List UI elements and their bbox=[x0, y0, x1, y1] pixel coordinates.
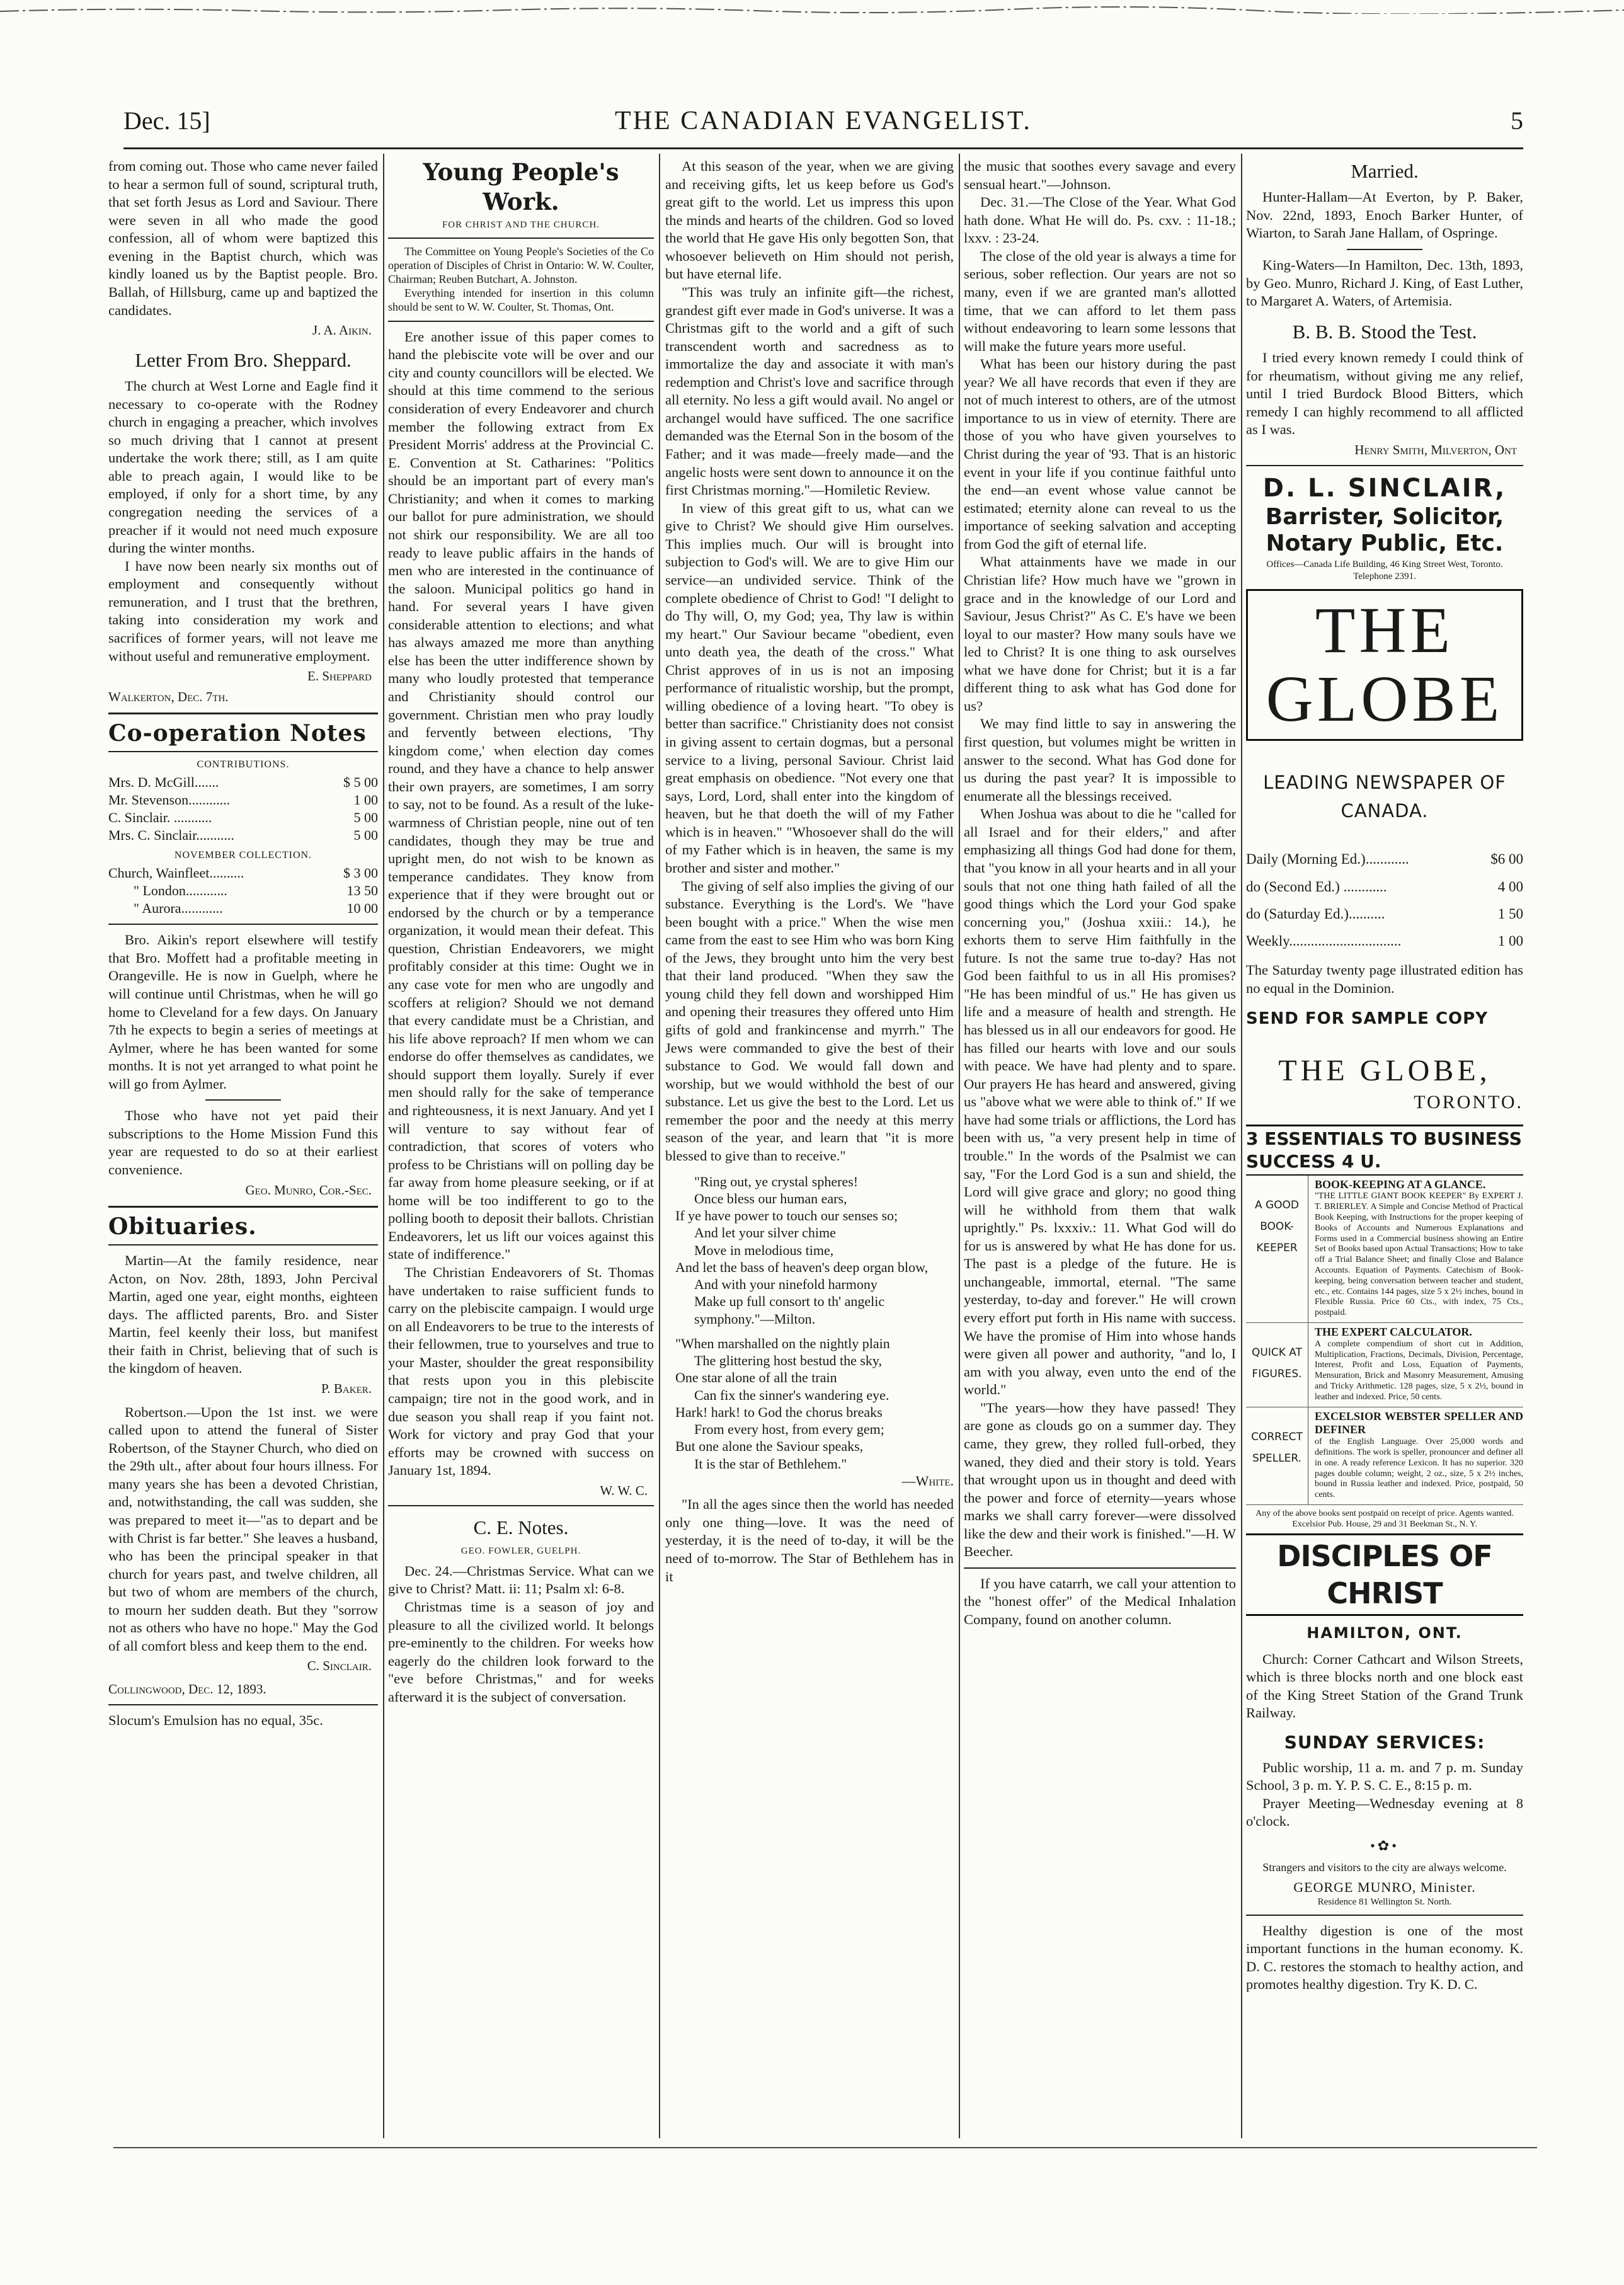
ornament: •✿• bbox=[1370, 1837, 1399, 1853]
notice-text: The Committee on Young People's Societies of the Co operation of Disciples of Christ in Ontario: W. W. Coulter, Chairman; Reuben Butchart, A. Johnston. bbox=[388, 245, 654, 285]
article-text: "This was truly an infinite gift—the richest, grandest gift ever made in God's universe. It was a Christmas gift to the world and a gift of such transcendent worth and sacredness as to immortalize the day and associate it with man's redemption and Christ's love and sacrifice through all eternity. No less a gift would avail. No angel or archangel would have sufficed. The one sacrifice demanded was the Eternal Son in the bosom of the Father; and it was made—freely made—and the angelic hosts were sent down to announce it on the first Christmas morning."—Homiletic Review. bbox=[665, 283, 954, 498]
book-ad: A GOOD BOOK-KEEPER BOOK-KEEPING AT A GLANCE. "THE LITTLE GIANT BOOK KEEPER" By EXPERT J. T. BRIERLEY. A Simple and Concise Method of Practical Book Keeping, with Instructions for the proper keeping of Books of Accounts and Numerous Explanations and Forms used in a Commercial business showing an Entire Set of Books based upon Actual Transactions; How to take off a Trial Balance Sheet; and finally Close and Balance Accounts. Equation of Payments. Catechism of Book-keeping, being conversation between teacher and student, etc., etc. Contains 144 pages, size 5 x 2½ inches, bound in Flexible Russia. Price 60 Cts., with index, 75 Cts., postpaid. bbox=[1246, 1176, 1523, 1323]
column-3 bbox=[665, 157, 954, 2142]
list-item: Mr. Stevenson............ 1 00 bbox=[108, 792, 378, 808]
list-item: Mrs. C. Sinclair........... 5 00 bbox=[108, 827, 378, 844]
section-heading: Married. bbox=[1351, 160, 1419, 182]
advertisement: Slocum's Emulsion has no equal, 35c. bbox=[108, 1712, 323, 1728]
divider bbox=[388, 321, 654, 322]
article-text: Ere another issue of this paper comes to hand the plebiscite vote will be over and our city and county councillors will be elected. We should at this time commend to the serious consideration of every Endeavorer and church member the following extract from Ex President Morris' address at the Provincial C. E. Convention at St. Catharines: "Politics should be an important part of every man's Christianity; and when it comes to marking our ballot for pure administration, we should not shirk our responsibility. We are all too ready to leave public affairs in the hands of men who are interested in the continuance of the saloon. Municipal politics go hand in hand. For several years I have given considerable attention to elections; and what has always amazed me more than anything else has been the utter indifference shown by many who loudly protested that temperance and Christianity should control our government. Christian men who pray loudly and fervently between elections, 'Thy kingdom come,' when election day comes round, and they have a chance to help answer their own prayers, are sometimes, I am sorry to say, not to be found. As a result of the luke-warmness of Christian people, nine out of ten candidates, though they may be true and upright men, do not wish to be known as temperance candidates. They know from experience that if they were brought out or endorsed by the church or by a temperance organization, it would mean their defeat. This question, Christian Endeavorers, we might profitably consider at this time: Ought we in any case vote for men who are ungodly and scoffers at religion? Should we not demand that every candidate must be a Christian, and his life above reproach? If men whom we can endorse do offer themselves as candidates, we should support them loyally. Surely if ever men should rally for the sake of temperance and righteousness, it is next January. And yet I will venture to say without fear of contradiction, that scores of voters who profess to be Christians will on polling day be far away from home pleasure seeking, or if at home will be too indifferent to go to the polling booth to deposit their ballots. Christian Endeavorers, let us lift our voices against this state of indifference." bbox=[388, 328, 654, 1263]
section-heading: Obituaries. bbox=[108, 1206, 378, 1242]
advertisement: The Saturday twenty page illustrated edition has no equal in the Dominion. bbox=[1246, 962, 1523, 996]
call-to-action: SEND FOR SAMPLE COPY bbox=[1246, 1009, 1489, 1029]
contributions-list bbox=[108, 774, 378, 844]
top-edge-decoration bbox=[0, 5, 1624, 14]
advertisement-heading: B. B. B. Stood the Test. bbox=[1292, 320, 1477, 343]
advertisement: Healthy digestion is one of the most important functions in the human economy. K. D. C. restores the stomach to healthy action, and promotes healthy digestion. Try K. D. C. bbox=[1246, 1922, 1523, 1993]
article-text: What attainments have we made in our Christian life? How much have we "grown in grace and in the knowledge of our Lord and Saviour, Jesus Christ?" As C. E's have we been loyal to our master? How many souls have we led to Christ? It is one thing to ask ourselves what we have done for Christ; but it is a far different thing to ask what has God done for us? bbox=[964, 554, 1236, 714]
article-text: What has been our history during the past year? We all have records that even if they are not of much interest to others, are of the utmost importance to us in view of eternity. There are those of you who have given yourselves to Christ during the year of '93. That is an historic event in your life if you continue faithful unto the end—an event whose value cannot be estimated; eternity alone can reveal to us the importance of seeking salvation and accepting from God the gift of eternal life. bbox=[964, 356, 1236, 552]
section-heading: Young People's Work. bbox=[423, 158, 619, 215]
list-item: " London............ 13 50 bbox=[134, 883, 378, 899]
advertisement: I tried every known remedy I could think of for rheumatism, without giving me any relief, until I tried Burdock Blood Bitters, which remedy I can highly recommend to all afflicted as I was. bbox=[1246, 350, 1523, 438]
list-item: " Aurora............ 10 00 bbox=[134, 900, 378, 917]
divider bbox=[108, 924, 378, 925]
article-text: Christmas time is a season of joy and pleasure to all the civilized world. It belongs pre-eminently to the children. For weeks how eagerly do the children look forward to the "eve before Christmas," and for weeks afterward it is the subject of conversation. bbox=[388, 1598, 654, 1705]
poem: "When marshalled on the nightly plain The glittering host bestud the sky, One star alone of all the train Can fix the sinner's wandering eye. Hark! hark! to God the chorus breaks From every host, from every gem; But one alone the Saviour speaks, It is the star of Bethlehem." —White. bbox=[675, 1335, 954, 1489]
divider bbox=[388, 1505, 654, 1506]
divider bbox=[205, 1099, 281, 1101]
advertiser-name: D. L. SINCLAIR, bbox=[1262, 473, 1507, 503]
header-rule bbox=[123, 147, 1523, 149]
article-text: Strangers and visitors to the city are always welcome. bbox=[1262, 1860, 1507, 1874]
signature: E. Sheppard bbox=[307, 668, 372, 684]
article-text: Bro. Aikin's report elsewhere will testify that Bro. Moffett had a profitable meeting in Orangeville. He is now in Guelph, where he will continue until Christmas, when he will go home to Cleveland for a few days. On January 7th he expects to begin a series of meetings at Aylmer, where he has been wanted for some months. It is not yet arranged to what point he will go from Aylmer. bbox=[108, 932, 378, 1092]
list-item: Daily (Morning Ed.)............ $6 00 bbox=[1246, 851, 1523, 868]
contributions-label: CONTRIBUTIONS. bbox=[197, 759, 290, 770]
article-text: "In all the ages since then the world has needed only one thing—love. It was the need of yesterday, it is the need of to-day, it will be the need of to-morrow. The Star of Bethlehem has in it bbox=[665, 1496, 954, 1584]
poem: "Ring out, ye crystal spheres! Once bless our human ears, If ye have power to touch our senses so; And let your silver chime Move in melodious time, And let the bass of heaven's deep organ blow, And with your ninefold harmony Make up full consort to th' angelic symphony."—Milton. bbox=[675, 1173, 929, 1327]
book-ad: QUICK AT FIGURES. THE EXPERT CALCULATOR. A complete compendium of short cut in Addition, Multiplication, Fractions, Decimals, Division, Percentage, Interest, Profit and Loss, Equation of Payments, Mensuration, Brick and Masonry Measurement, Amusing and Tricky Arithmetic. 128 pages, size, 5 x 2½, bound in leather and indexed. Price, 50 cents. bbox=[1246, 1323, 1523, 1407]
column-divider bbox=[1241, 154, 1242, 2138]
article-text: The close of the old year is always a time for serious, sober reflection. Our years are not so many, even if we are granted man's allotted time, that we can afford to let them pass without endeavoring to learn some lessons that will make the future years more useful. bbox=[964, 248, 1236, 354]
article-text: "The years—how they have passed! They are gone as clouds go on a summer day. They came, they grew, they rolled full-orbed, they waned, they died and their story is told. Years that wrought upon us in thought and deed with the power and force of eternity—years whose marks we shall carry forever—were dissolved like the dew and their work is finished."—H. W Beecher. bbox=[964, 1399, 1236, 1560]
newspaper-title: THE CANADIAN EVANGELIST. bbox=[615, 106, 1032, 135]
minister-name: GEORGE MUNRO, Minister. bbox=[1293, 1879, 1476, 1895]
article-text: Prayer Meeting—Wednesday evening at 8 o'clock. bbox=[1246, 1795, 1523, 1830]
column-divider bbox=[383, 154, 384, 2138]
signature: Henry Smith, Milverton, Ont bbox=[1354, 442, 1517, 457]
page-number: 5 bbox=[1511, 106, 1523, 135]
column-2 bbox=[388, 157, 654, 2142]
article-text: At this season of the year, when we are giving and receiving gifts, let us keep before us God's great gift to the world. Let us impress this upon the minds and hearts of the children. God so loved the world that He gave His only begotten Son, that whosoever believeth on Him should not perish, but have eternal life. bbox=[665, 158, 954, 282]
divider bbox=[108, 1704, 378, 1705]
list-item: do (Saturday Ed.).......... 1 50 bbox=[1246, 905, 1523, 922]
article-text: King-Waters—In Hamilton, Dec. 13th, 1893, by Geo. Munro, Richard J. King, of East Luther, to Margaret A. Waters, of Artemisia. bbox=[1246, 257, 1523, 309]
section-subheading: GEO. FOWLER, GUELPH. bbox=[460, 1545, 581, 1556]
article-text: Hunter-Hallam—At Everton, by P. Baker, Nov. 22nd, 1893, Enoch Barker Hunter, of Wiarton, to Sarah Jane Hallam, of Ospringe. bbox=[1246, 189, 1523, 241]
article-text: When Joshua was about to die he "called for all Israel and for their elders," and after emphasizing all things God had done for them, that "you know in all your hearts and in all your souls that not one thing hath failed of all the good things which the Lord your God spake concerning you," (Joshua xxiii.: 14.), he exhorts them to serve Him faithfully in the future. Is not the same true to-day? Has not God been faithful to us in all His promises? "He has been mindful of us." He has given us life and a measure of health and strength. He has blessed us in all our endeavors for good. He has filled our hearts with love and our souls with peace. We have had plenty and to spare. Our prayers He has heard and answered, giving us "above what we were able to think of." If we have had some trials or afflictions, the Lord has been with us, "a very present help in time of trouble." In the words of the Psalmist we can say, "For the Lord God is a sun and shield, the Lord will give grace and glory; no good thing will he withhold from them that walk uprightly." Ps. lxxxiv.: 11. What God will do for us is answered by what He has done for us. The past is a pledge of the future. He is unchangeable, immortal, eternal. "The same yesterday, to-day and forever." He will crown every effort put forth in His name with success. We have the promise of Him into whose hands were given all power and authority, "and lo, I am with you alway, even unto the end of the world." bbox=[964, 806, 1236, 1398]
november-collection-label: NOVEMBER COLLECTION. bbox=[174, 850, 312, 861]
dateline: Walkerton, Dec. 7th. bbox=[108, 689, 229, 704]
article-text: Those who have not yet paid their subscriptions to the Home Mission Fund this year are requested to do so at their earliest convenience. bbox=[108, 1108, 378, 1178]
divider bbox=[1347, 249, 1422, 250]
article-text: Public worship, 11 a. m. and 7 p. m. Sunday School, 3 p. m. Y. P. S. C. E., 8:15 p. m. bbox=[1246, 1759, 1523, 1794]
divider bbox=[1246, 1915, 1523, 1916]
masthead bbox=[123, 106, 1523, 144]
notice-text: Everything intended for insertion in this column should be sent to W. W. Coulter, St. Thomas, Ont. bbox=[388, 286, 654, 313]
divider bbox=[964, 1567, 1236, 1569]
article-text: Dec. 31.—The Close of the Year. What God hath done. What He will do. Ps. cxv. : 11-18.; lxxv. : 23-24. bbox=[964, 194, 1236, 246]
column-1 bbox=[108, 157, 378, 2142]
list-item: C. Sinclair. ........... 5 00 bbox=[108, 810, 378, 826]
bottom-rule bbox=[113, 2147, 1537, 2148]
article-text: Martin—At the family residence, near Acton, on Nov. 28th, 1893, John Percival Martin, aged one year, eight months, eighteen days. The afflicted parents, Bro. and Sister Martin, feel keenly their loss, but manifest their faith in Christ, believing that of such is the kingdom of heaven. bbox=[108, 1252, 378, 1377]
article-text: from coming out. Those who came never failed to hear a sermon full of sound, scriptural truth, that set forth Jesus as Lord and Saviour. There were seven in all who made the good confession, all of whom were baptized this evening in the Baptist church, which was kindly loaned us by the Baptist people. Bro. Ballah, of Hillsburg, came up and baptized the candidates. bbox=[108, 158, 378, 318]
article-heading: Letter From Bro. Sheppard. bbox=[135, 348, 352, 371]
article-text: Robertson.—Upon the 1st inst. we were called upon to attend the funeral of Sister Robertson, of the Stayner Church, who died on the 29th ult., after about four hours illness. For many years she has been a devoted Christian, and, notwithstanding, the call was sudden, she was prepared to meet it—"as to depart and be with Christ is far better." She leaves a husband, who has been the principal speaker in that church for years past, and twelve children, all but two of whom are members of the church, to mourn her sudden death. But they "sorrow not as others who have no hope." May the God of all comfort bless and keep them to the end. bbox=[108, 1404, 378, 1654]
column-4 bbox=[964, 157, 1236, 2142]
services-heading: SUNDAY SERVICES: bbox=[1284, 1732, 1485, 1753]
article-text: Church: Corner Cathcart and Wilson Streets, which is three blocks north and one block east of the King Street Station of the Grand Trunk Railway. bbox=[1246, 1651, 1523, 1721]
article-text: If you have catarrh, we call your attention to the "honest offer" of the Medical Inhalation Company, found on another column. bbox=[964, 1575, 1236, 1627]
section-heading: C. E. Notes. bbox=[473, 1516, 569, 1539]
globe-logo: THE GLOBE bbox=[1246, 589, 1523, 740]
books-note: Any of the above books sent postpaid on receipt of price. Agents wanted. Excelsior Pub. House, 29 and 31 Beekman St., N. Y. bbox=[1255, 1508, 1514, 1529]
advertisement-heading: DISCIPLES OF CHRIST bbox=[1246, 1533, 1523, 1616]
signature: C. Sinclair. bbox=[307, 1658, 372, 1674]
article-text: We may find little to say in answering the first question, but volumes might be written in answer to the second. What has God done for us during the past year? It is impossible to enumerate all the blessings received. bbox=[964, 716, 1236, 804]
residence: Residence 81 Wellington St. North. bbox=[1317, 1896, 1452, 1907]
article-text: The Christian Endeavorers of St. Thomas have undertaken to raise sufficient funds to carry on the plebiscite campaign. I would urge on all Endeavorers to be true to the interests of their fellowmen, true to yourselves and true to your Master, shoulder the great responsibility that rests upon you in this plebiscite campaign; tire not in the good work, and in due season you shall reap if you faint not. Work for victory and pray God that your efforts may be crowned with success on January 1st, 1894. bbox=[388, 1264, 654, 1479]
article-text: In view of this great gift to us, what can we give to Christ? We should give Him ourselves. This implies much. Our will is brought into subjection to God's will. We are to give Him our service—an undivided service. Think of the complete obedience of Christ to God! "I delight to do Thy will, O, my God; yea, Thy law is within my heart." Our Saviour became "obedient, even unto death yea, the death of the cross." What Christ approves of in us is not an imposing performance of ritualistic worship, but the prompt, willing obedience of a loving heart. "To obey is better than sacrifice." Christianity does not consist in giving assent to certain dogmas, but a personal service to a living, personal Saviour. Christ laid great emphasis on obedience. "Not every one that says, Lord, Lord, shall enter into the kingdom of heaven, but he that doeth the will of my Father which is in heaven." "Whosoever shall do the will of my Father which is in heaven, the same is my brother and sister and mother." bbox=[665, 500, 954, 876]
section-subheading: FOR CHRIST AND THE CHURCH. bbox=[442, 219, 600, 230]
signature: W. W. C. bbox=[600, 1482, 648, 1498]
article-text: The church at West Lorne and Eagle find it necessary to co-operate with the Rodney church in engaging a preacher, which involves so much driving that I cannot at present undertake the work there; still, as I am quite able to preach again, I would like to be employed, if only for a short time, by any congregation needing the services of a preacher if it would not need much exposure during the winter months. bbox=[108, 378, 378, 556]
dateline: Collingwood, Dec. 12, 1893. bbox=[108, 1681, 266, 1697]
list-item: Mrs. D. McGill....... $ 5 00 bbox=[108, 774, 378, 791]
signature: Geo. Munro, Cor.-Sec. bbox=[245, 1182, 372, 1198]
divider bbox=[108, 1244, 378, 1246]
article-text: Dec. 24.—Christmas Service. What can we give to Christ? Matt. ii: 11; Psalm xl: 6-8. bbox=[388, 1562, 654, 1597]
column-5 bbox=[1246, 157, 1523, 2142]
location: HAMILTON, ONT. bbox=[1307, 1624, 1463, 1642]
divider bbox=[388, 238, 654, 239]
column-divider bbox=[959, 154, 960, 2138]
list-item: Church, Wainfleet.......... $ 3 00 bbox=[108, 865, 378, 881]
article-text: I have now been nearly six months out of employment and consequently without remuneration, and I trust that the brethren, taking into consideration my work and sacrifices of former years, will not leave me without useful and remunerative employment. bbox=[108, 558, 378, 664]
subscription-rates bbox=[1246, 850, 1523, 950]
book-ad: CORRECT SPELLER. EXCELSIOR WEBSTER SPELLER AND DEFINER of the English Language. Over 25,000 words and definitions. The work is speller, pronouncer and definer all in one. A ready reference Lexicon. It has no superior. 320 pages double column; weight, 2 oz., size, 5 x 2½ inches, bound in Russia leather and indexed. Price, postpaid, 50 cents. bbox=[1246, 1407, 1523, 1505]
advertisement-heading: 3 ESSENTIALS TO BUSINESS SUCCESS 4 U. bbox=[1246, 1125, 1523, 1175]
issue-date: Dec. 15] bbox=[123, 106, 210, 135]
globe-name: THE GLOBE, bbox=[1278, 1054, 1491, 1088]
signature: P. Baker. bbox=[321, 1380, 372, 1396]
collection-list bbox=[108, 864, 378, 917]
divider bbox=[1246, 465, 1523, 466]
globe-tagline: LEADING NEWSPAPER OF CANADA. bbox=[1263, 771, 1506, 822]
advertiser-title: Barrister, Solicitor, Notary Public, Etc. bbox=[1265, 504, 1504, 556]
advertiser-address: Offices—Canada Life Building, 46 King Street West, Toronto. Telephone 2391. bbox=[1266, 559, 1503, 582]
list-item: do (Second Ed.) ............ 4 00 bbox=[1246, 878, 1523, 895]
article-text: The giving of self also implies the giving of our substance. Everything is the Lord's. We "have been bought with a price." When the wise men came from the east to see Him who was born King of the Jews, they brought unto him the very best that their land produced. "When they saw the young child they fell down and worshipped Him and opening their treasures they offered unto Him gifts of gold and frankincense and myrrh." The Jews were commanded to give the best of their substance to God. We would fall down and worship, but we would withhold the best of our substance. Let us give the best to the Lord. Let us remember the poor and the needy at this merry season of the year, and learn that "it is more blessed to give than to receive." bbox=[665, 878, 954, 1164]
section-heading: Co-operation Notes bbox=[108, 713, 378, 748]
signature: J. A. Aikin. bbox=[312, 323, 372, 338]
list-item: Weekly............................... 1 00 bbox=[1246, 933, 1523, 949]
article-text: the music that soothes every savage and every sensual heart."—Johnson. bbox=[964, 158, 1236, 192]
divider bbox=[108, 751, 378, 752]
column-divider bbox=[659, 154, 660, 2138]
globe-city: TORONTO. bbox=[1414, 1092, 1523, 1113]
